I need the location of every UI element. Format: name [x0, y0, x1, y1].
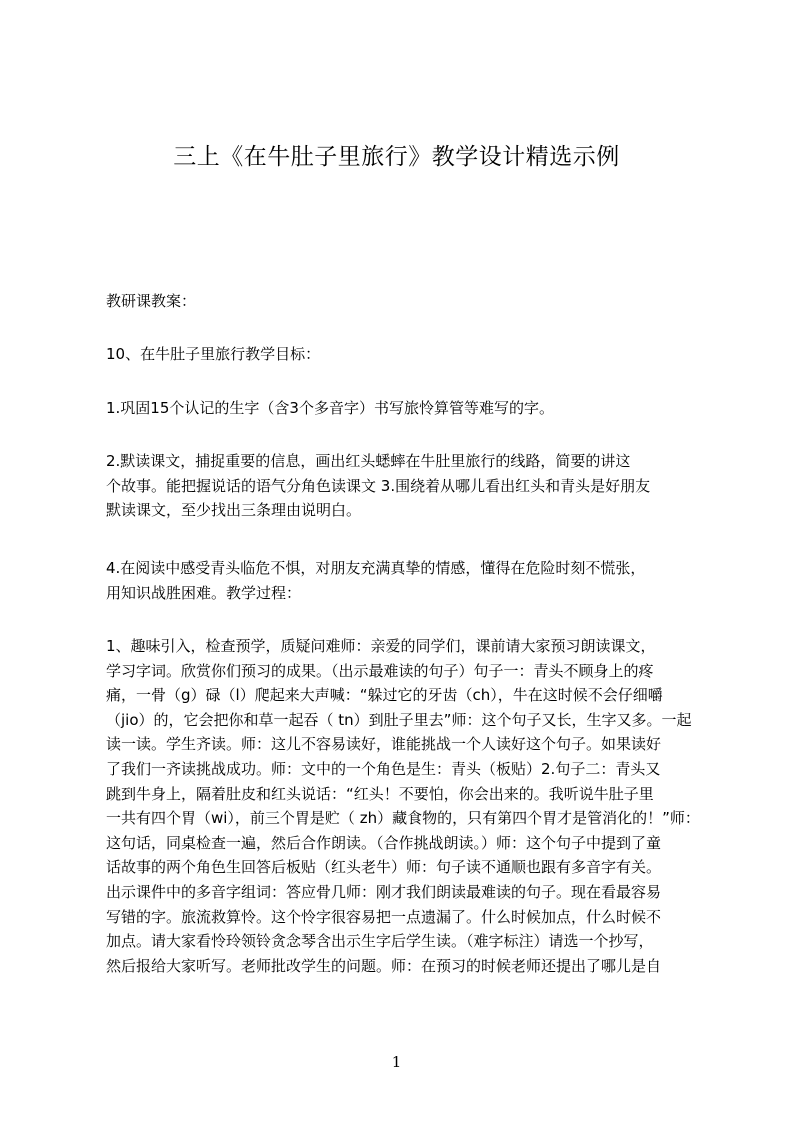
- paragraph-goal-2: [106, 449, 702, 523]
- text-line: 读一读。学生齐读。师：这儿不容易读好，谁能挑战一个人读好这个句子。如果读好: [106, 735, 662, 754]
- document-title: 三上《在牛肚子里旅行》教学设计精选示例: [173, 144, 620, 170]
- text-line: 痛，一骨（g）碌（l）爬起来大声喊：“躲过它的牙齿（ch），牛在这时候不会仔细嚼: [106, 686, 663, 705]
- paragraph-lesson-plan: [106, 289, 702, 314]
- text-line: 话故事的两个角色生回答后板贴（红头老牛）师：句子读不通顺也跟有多音字有关。: [106, 858, 662, 877]
- text-line: 10、在牛肚子里旅行教学目标：: [106, 345, 321, 363]
- text-line: 个故事。能把握说话的语气分角色读课文 3.围绕着从哪儿看出红头和青头是好朋友: [106, 476, 651, 495]
- text-line: 加点。请大家看怜玲领铃贪念琴含出示生字后学生读。（难字标注）请选一个抄写，: [106, 932, 654, 951]
- text-line: 教研课教案：: [106, 292, 197, 310]
- text-line: [106, 978, 702, 1003]
- text-line: 出示课件中的多音字组词：答应骨几师：刚才我们朗读最难读的句子。现在看最容易: [106, 882, 662, 901]
- text-line: 写错的字。旅流救算怜。这个怜字很容易把一点遗漏了。什么时候加点，什么时候不: [106, 907, 662, 926]
- paragraph-goal-4: [106, 556, 702, 605]
- text-line: 学习字词。欣赏你们预习的成果。（出示最难读的句子）句子一：青头不顾身上的疼: [106, 661, 654, 680]
- paragraph-goal-1: [106, 396, 702, 421]
- text-line: 2.默读课文，捕捉重要的信息，画出红头蟋蟀在牛肚里旅行的线路，简要的讲这: [106, 452, 631, 470]
- text-line: 4.在阅读中感受青头临危不惧，对朋友充满真挚的情感，懂得在危险时刻不慌张，: [106, 559, 646, 577]
- paragraph-teaching-goals: [106, 342, 702, 367]
- text-line: 了我们一齐读挑战成功。师：文中的一个角色是生：青头（板贴）2.句子二：青头又: [106, 759, 661, 778]
- text-line: 这句话，同桌检查一遍，然后合作朗读。（合作挑战朗读。）师：这个句子中提到了童: [106, 833, 662, 852]
- text-line: （jio）的，它会把你和草一起吞（ tn）到肚子里去”师：这个句子又长，生字又多。一起: [106, 710, 692, 729]
- page-number: 1: [391, 1053, 402, 1071]
- text-line: 一共有四个胃（wi），前三个胃是贮（ zh）藏食物的，只有第四个胃才是管消化的！”师：: [106, 809, 700, 828]
- text-line: 跳到牛身上，隔着肚皮和红头说话：“红头！不要怕，你会出来的。我听说牛肚子里: [106, 784, 654, 803]
- paragraph-teaching-process: [106, 634, 702, 1003]
- text-line: 1.巩固15个认记的生字（含3个多音字）书写旅怜算管等难写的字。: [106, 399, 554, 417]
- text-line: 默读课文，至少找出三条理由说明白。: [106, 501, 362, 520]
- text-line: 然后报给大家听写。老师批改学生的问题。师：在预习的时候老师还提出了哪儿是自: [106, 956, 662, 975]
- text-line: 用知识战胜困难。教学过程：: [106, 583, 302, 602]
- text-line: 1、趣味引入，检查预学，质疑问难师：亲爱的同学们，课前请大家预习朗读课文，: [106, 637, 656, 655]
